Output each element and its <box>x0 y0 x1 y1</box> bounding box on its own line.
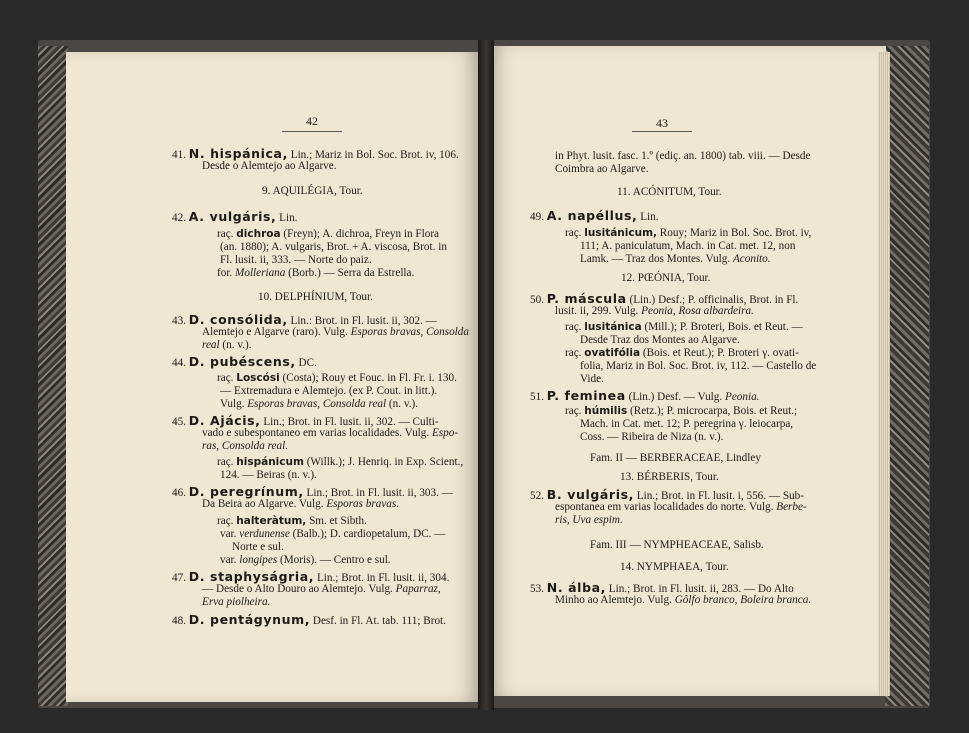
text-run: Lin. <box>637 211 659 223</box>
italic-text: Esporas bravas, Consolda <box>350 326 469 338</box>
left-page-line <box>217 372 457 385</box>
text-run: (Mill.); P. Broteri, Bois. et Reut. — <box>641 321 803 333</box>
left-page-line <box>232 541 284 554</box>
page-edges <box>878 52 890 696</box>
text-run: (n. v.). <box>219 339 252 351</box>
text-run: raç. <box>217 228 237 240</box>
italic-text: Peonia. <box>724 391 760 403</box>
text-run: (Freyn); A. dichroa, Freyn in Flora <box>280 228 440 240</box>
species-name: B. vulgáris, <box>546 487 634 502</box>
text-run: (Borb.) — Serra da Estrella. <box>285 267 415 279</box>
text-run: 111; A. paniculatum, Mach. in Cat. met. 12, non <box>580 240 796 252</box>
text-run: Minho ao Alemtejo. Vulg. <box>555 594 675 606</box>
species-name: D. Ajácis, <box>188 413 261 428</box>
left-page-line <box>202 596 270 609</box>
text-run: Fam. III — NYMPHEACEAE, Salisb. <box>590 539 764 551</box>
left-page-line <box>202 583 441 596</box>
italic-text: Erva piolheira. <box>202 596 271 608</box>
text-run: 48. <box>172 615 189 627</box>
right-page-line <box>590 452 761 465</box>
text-run: Desde Traz dos Montes ao Algarve. <box>580 334 740 346</box>
text-run: — Extremadura e Alemtejo. (ex P. Cout. in litt.). <box>220 385 438 397</box>
text-run: 124. — Beiras (n. v.). <box>220 469 317 481</box>
right-page-line <box>555 501 807 514</box>
left-page-line <box>202 498 399 511</box>
text-run: (Lin.) Desf. — Vulg. <box>625 391 725 403</box>
left-page-line <box>217 228 439 241</box>
right-page-line <box>565 405 797 418</box>
left-page-line <box>217 456 463 469</box>
text-run: — Desde o Alto Douro ao Alemtejo. Vulg. <box>202 583 396 595</box>
text-run: 11. ACÓNITUM, Tour. <box>617 186 722 198</box>
text-run: Lin.; Brot. in Fl. lusit. i, 556. — Sub- <box>633 490 804 502</box>
text-run: Lamk. — Traz dos Montes. Vulg. <box>580 253 733 265</box>
marbled-edge-right <box>885 46 929 706</box>
text-run: folia, Mariz in Bol. Soc. Brot. iv, 112. — Castello de <box>580 360 817 372</box>
text-run: var. <box>220 554 240 566</box>
right-page-line <box>580 240 795 253</box>
variety-name: lusitánicum, <box>584 227 657 239</box>
text-run: Rouy; Mariz in Bol. Soc. Brot. iv, <box>657 227 812 239</box>
variety-name: ovatifólia <box>584 347 641 359</box>
species-name: P. feminea <box>546 388 626 403</box>
italic-text: Aconito. <box>732 253 771 265</box>
text-run: Alemtejo e Algarve (raro). Vulg. <box>202 326 351 338</box>
variety-name: dichroa <box>236 228 281 240</box>
text-run: raç. <box>565 321 585 333</box>
species-name: D. pentágynum, <box>188 612 311 627</box>
right-page-line <box>565 347 799 360</box>
text-run: 52. <box>530 490 547 502</box>
species-name: N. hispánica, <box>188 146 288 161</box>
text-run: 42. <box>172 212 189 224</box>
right-page-line <box>580 360 816 373</box>
left-page-number: 42 <box>306 114 318 128</box>
right-page-line <box>620 561 729 574</box>
species-name: D. peregrínum, <box>188 484 304 499</box>
species-name: D. pubéscens, <box>188 354 296 369</box>
right-page-number: 43 <box>656 116 668 130</box>
left-page-line <box>220 528 445 541</box>
text-run: Lin.; Brot. in Fl. lusit. ii, 303. — <box>303 487 453 499</box>
left-page-line <box>220 398 418 411</box>
left-page-line <box>172 210 297 225</box>
text-run: vado e subespontaneo em varias localidades. Vulg. <box>202 427 432 439</box>
right-page-line <box>580 334 740 347</box>
left-page-line <box>220 469 317 482</box>
variety-name: lusitánica <box>584 321 642 333</box>
text-run: 14. NYMPHAEA, Tour. <box>620 561 729 573</box>
text-run: Da Beira ao Algarve. Vulg. <box>202 498 327 510</box>
text-run: (Costa); Rouy et Fouc. in Fl. Fr. i. 130. <box>279 372 457 384</box>
text-run: 49. <box>530 211 547 223</box>
left-page-line <box>172 355 317 370</box>
italic-text: verdunense <box>239 528 290 540</box>
text-run: (Retz.); P. microcarpa, Bois. et Reut.; <box>627 405 798 417</box>
right-page-line <box>580 418 793 431</box>
right-page-number-rule <box>632 131 692 132</box>
text-run: (Balb.); D. cardiopetalum, DC. — <box>289 528 446 540</box>
text-run: Lin.; Brot. in Fl. lusit. ii, 304. <box>314 572 450 584</box>
left-page-line <box>220 241 447 254</box>
text-run: 45. <box>172 416 189 428</box>
variety-name: húmilis <box>584 405 628 417</box>
left-page-line <box>202 326 469 339</box>
species-name: A. vulgáris, <box>188 209 277 224</box>
text-run: (Bois. et Reut.); P. Broteri γ. ovati- <box>640 347 799 359</box>
text-run: for. <box>217 267 236 279</box>
text-run: Lin.; Brot. in Fl. lusit. ii, 283. — Do Alto <box>606 583 794 595</box>
italic-text: real <box>202 339 220 351</box>
text-run: Coss. — Ribeira de Niza (n. v.). <box>580 431 724 443</box>
text-run: raç. <box>217 372 237 384</box>
text-run: Lin.; Brot. in Fl. lusit. ii, 302. — Culti- <box>260 416 439 428</box>
right-page-line <box>555 150 810 163</box>
text-run: var. <box>220 528 240 540</box>
text-run: 46. <box>172 487 189 499</box>
text-run: (Willk.); J. Henriq. in Exp. Scient., <box>303 456 464 468</box>
left-page-line <box>217 515 367 528</box>
text-run: raç. <box>217 515 237 527</box>
right-page-line <box>621 272 710 285</box>
text-run: Lin.: Brot. in Fl. lusit. ii, 302. — <box>287 315 437 327</box>
text-run: (an. 1880); A. vulgaris, Brot. + A. viscosa, Brot. in <box>220 241 447 253</box>
text-run: lusit. ii, 299. Vulg. <box>555 305 642 317</box>
right-page-line <box>565 227 811 240</box>
left-page-line <box>202 427 458 440</box>
right-page-line <box>530 209 659 224</box>
text-run: Lin.; Mariz in Bol. Soc. Brot. iv, 106. <box>287 149 459 161</box>
text-run: Norte e sul. <box>232 541 284 553</box>
italic-text: Gôlfo branco, Boleira branca. <box>674 594 812 606</box>
italic-text: Esporas bravas. <box>326 498 400 510</box>
species-name: D. staphyságria, <box>188 569 315 584</box>
italic-text: Molleriana <box>235 267 286 279</box>
book-gutter <box>478 40 494 710</box>
text-run: Coimbra ao Algarve. <box>555 163 649 175</box>
species-name: P. máscula <box>546 291 627 306</box>
text-run: Lin. <box>276 212 298 224</box>
left-page-line <box>202 440 288 453</box>
text-run: 43. <box>172 315 189 327</box>
right-page-line <box>620 471 719 484</box>
left-page-line <box>172 613 446 628</box>
text-run: Fam. II — BERBERACEAE, Lindley <box>590 452 761 464</box>
text-run: Sm. et Sibth. <box>306 515 367 527</box>
left-page-line <box>220 254 372 267</box>
text-run: (Lin.) Desf.; P. officinalis, Brot. in Fl. <box>626 294 799 306</box>
text-run: Vide. <box>580 373 604 385</box>
text-run: raç. <box>217 456 237 468</box>
text-run: espontanea em varias localidades do norte. Vulg. <box>555 501 777 513</box>
text-run: Desf. in Fl. At. tab. 111; Brot. <box>310 615 446 627</box>
right-page-line <box>590 539 764 552</box>
left-page-line <box>202 339 252 352</box>
right-page-line <box>555 594 811 607</box>
text-run: 13. BÉRBERIS, Tour. <box>620 471 719 483</box>
left-page-line <box>220 385 437 398</box>
text-run: 50. <box>530 294 547 306</box>
text-run: 41. <box>172 149 189 161</box>
italic-text: Esporas bravas, Consolda real <box>247 398 387 410</box>
italic-text: Berbe- <box>776 501 807 513</box>
text-run: raç. <box>565 405 585 417</box>
text-run: 44. <box>172 357 189 369</box>
text-run: in Phyt. lusit. fasc. 1.º (ediç. an. 1800) tab. viii. — Desde <box>555 150 811 162</box>
text-run: raç. <box>565 227 585 239</box>
variety-name: hispánicum <box>236 456 304 468</box>
right-page-line <box>555 305 754 318</box>
right-page-line <box>617 186 722 199</box>
text-run: 12. PŒÓNIA, Tour. <box>621 272 711 284</box>
italic-text: Paparraz, <box>395 583 441 595</box>
text-run: 10. DELPHÍNIUM, Tour. <box>258 291 373 303</box>
right-page-line <box>580 431 723 444</box>
text-run: Fl. lusit. ii, 333. — Norte do paiz. <box>220 254 372 266</box>
variety-name: halteràtum, <box>236 515 307 527</box>
italic-text: ris, Uva espim. <box>555 514 623 526</box>
text-run: Mach. in Cat. met. 12; P. peregrina γ. leiocarpa, <box>580 418 794 430</box>
right-page-line <box>555 514 623 527</box>
left-page-line <box>262 185 363 198</box>
variety-name: Loscósi <box>236 372 280 384</box>
left-page-line <box>217 267 414 280</box>
text-run: 9. AQUILÉGIA, Tour. <box>262 185 363 197</box>
italic-text: ras, Consolda real. <box>202 440 288 452</box>
right-page-line <box>530 389 759 404</box>
italic-text: Espo- <box>431 427 459 439</box>
text-run: (Moris). — Centro e sul. <box>277 554 391 566</box>
species-name: A. napéllus, <box>546 208 638 223</box>
right-page-line <box>580 373 604 386</box>
text-run: Vulg. <box>220 398 248 410</box>
italic-text: Peonia, Rosa albardeira. <box>641 305 754 317</box>
species-name: D. consólida, <box>188 312 288 327</box>
text-run: raç. <box>565 347 585 359</box>
left-page-number-rule <box>282 131 342 132</box>
left-page-line <box>220 554 391 567</box>
species-name: N. álba, <box>546 580 606 595</box>
text-run: (n. v.). <box>386 398 419 410</box>
text-run: DC. <box>295 357 317 369</box>
text-run: 53. <box>530 583 547 595</box>
left-page-line <box>202 160 337 173</box>
italic-text: longipes <box>239 554 278 566</box>
text-run: 51. <box>530 391 547 403</box>
left-page-line <box>258 291 373 304</box>
text-run: Desde o Alemtejo ao Algarve. <box>202 160 337 172</box>
right-page-line <box>580 253 771 266</box>
right-page-line <box>555 163 649 176</box>
text-run: 47. <box>172 572 189 584</box>
marbled-edge-left <box>38 46 68 706</box>
right-page-line <box>565 321 803 334</box>
